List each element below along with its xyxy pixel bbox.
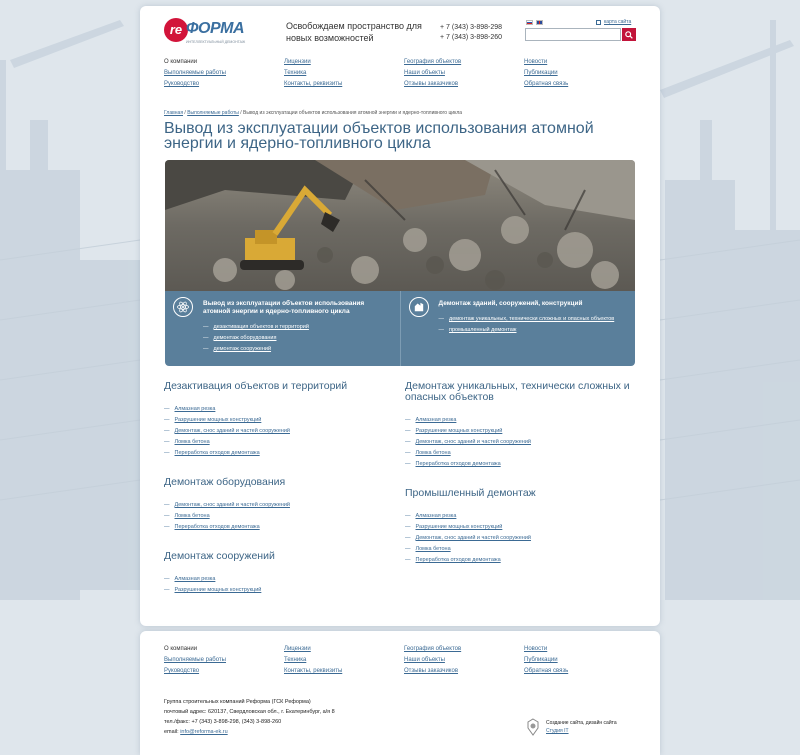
breadcrumb bbox=[164, 110, 462, 116]
search-input[interactable] bbox=[525, 28, 621, 41]
demolition-photo bbox=[165, 160, 635, 291]
list-item: — Разрушение мощных конструкций bbox=[405, 426, 645, 437]
list-item: — Ломка бетона bbox=[405, 544, 645, 555]
menu-item-publications[interactable]: Публикации bbox=[524, 70, 558, 76]
hero-link-item: — дезактивация объектов и территорий bbox=[203, 322, 392, 333]
menu-item-news[interactable]: Новости bbox=[524, 59, 548, 65]
section-decontamination bbox=[164, 381, 394, 459]
phone-1: + 7 (343) 3-898-298 bbox=[440, 24, 503, 31]
sitemap-link[interactable]: карта сайта bbox=[604, 19, 632, 25]
breadcrumb-separator: / bbox=[238, 110, 244, 116]
building-icon bbox=[409, 297, 429, 317]
list-item: — Алмазная резка bbox=[405, 415, 645, 426]
footer-menu-column-1 bbox=[164, 644, 284, 677]
hero-link-decontamination[interactable]: дезактивация объектов и территорий bbox=[213, 324, 309, 330]
service-link[interactable]: Демонтаж, снос зданий и частей сооружений bbox=[174, 502, 290, 508]
site-footer bbox=[140, 631, 660, 755]
footer-item-management[interactable]: Руководство bbox=[164, 668, 200, 674]
hero-links-nuclear bbox=[203, 322, 392, 355]
menu-item-licenses[interactable]: Лицензии bbox=[284, 59, 311, 65]
hero-link-item: — демонтаж оборудования bbox=[203, 333, 392, 344]
breadcrumb-works[interactable]: Выполняемые работы bbox=[187, 110, 239, 116]
hero-panel bbox=[165, 291, 635, 366]
menu-item-management[interactable]: Руководство bbox=[164, 81, 200, 87]
sections-right-column bbox=[405, 381, 645, 584]
list-item: — Алмазная резка bbox=[164, 404, 394, 415]
section-equipment bbox=[164, 477, 394, 533]
hero-link-item: — промышленный демонтаж bbox=[439, 325, 628, 336]
service-link[interactable]: Переработка отходов демонтажа bbox=[415, 557, 501, 563]
company-name: Группа строительных компаний Реформа (ГСК Реформа) bbox=[164, 699, 311, 705]
menu-item-works[interactable]: Выполняемые работы bbox=[164, 70, 226, 76]
logo-mark: re bbox=[164, 18, 188, 42]
menu-item-contacts[interactable]: Контакты, реквизиты bbox=[284, 81, 343, 87]
email-label: email: bbox=[164, 729, 181, 735]
menu-item-objects[interactable]: Наши объекты bbox=[404, 70, 445, 76]
list-item: — Демонтаж, снос зданий и частей сооружений bbox=[405, 437, 645, 448]
section-title: Демонтаж оборудования bbox=[164, 476, 286, 488]
hero-column-demolition bbox=[400, 291, 636, 366]
footer-item-equipment[interactable]: Техника bbox=[284, 657, 307, 663]
service-link[interactable]: Ломка бетона bbox=[174, 439, 210, 445]
service-link[interactable]: Переработка отходов демонтажа bbox=[174, 450, 260, 456]
menu-item-about[interactable]: О компании bbox=[164, 59, 198, 65]
sitemap-icon bbox=[596, 20, 601, 25]
section-title: Демонтаж сооружений bbox=[164, 550, 275, 562]
list-item: — Разрушение мощных конструкций bbox=[164, 415, 394, 426]
footer-menu-column-2 bbox=[284, 644, 404, 677]
hero-link-unique-objects[interactable]: демонтаж уникальных, технически сложных и опасных объектов bbox=[449, 316, 615, 322]
service-link[interactable]: Демонтаж, снос зданий и частей сооружений bbox=[174, 428, 290, 434]
section-unique-objects bbox=[405, 381, 645, 470]
list-item: — Демонтаж, снос зданий и частей сооружений bbox=[164, 500, 394, 511]
breadcrumb-separator: / bbox=[183, 110, 188, 116]
hero-link-equipment[interactable]: демонтаж оборудования bbox=[213, 335, 277, 341]
list-item: — Демонтаж, снос зданий и частей сооружений bbox=[164, 426, 394, 437]
content-page bbox=[140, 6, 660, 626]
list-item: — Ломка бетона bbox=[164, 437, 394, 448]
service-link[interactable]: Ломка бетона bbox=[174, 513, 210, 519]
search-button[interactable] bbox=[622, 28, 636, 41]
hero-title-nuclear: Вывод из эксплуатации объектов использования атомной энергии и ядерно-топливного цикла bbox=[203, 300, 365, 315]
menu-item-reviews[interactable]: Отзывы заказчиков bbox=[404, 81, 459, 87]
footer-item-geography[interactable]: География объектов bbox=[404, 646, 462, 652]
footer-item-objects[interactable]: Наши объекты bbox=[404, 657, 445, 663]
list-item: — Ломка бетона bbox=[164, 511, 394, 522]
developer-credit bbox=[526, 718, 617, 736]
section-industrial bbox=[405, 488, 645, 566]
menu-column-1 bbox=[164, 57, 284, 90]
service-link[interactable]: Алмазная резка bbox=[174, 576, 216, 582]
footer-item-works[interactable]: Выполняемые работы bbox=[164, 657, 226, 663]
service-link[interactable]: Разрушение мощных конструкций bbox=[174, 587, 262, 593]
list-item: — Разрушение мощных конструкций bbox=[405, 522, 645, 533]
footer-item-publications[interactable]: Публикации bbox=[524, 657, 558, 663]
hero-links-demolition bbox=[439, 314, 628, 336]
footer-item-reviews[interactable]: Отзывы заказчиков bbox=[404, 668, 459, 674]
section-structures bbox=[164, 551, 394, 596]
credit-text: Создание сайта, дизайн сайта bbox=[546, 720, 617, 726]
footer-item-licenses[interactable]: Лицензии bbox=[284, 646, 311, 652]
phone-2: + 7 (343) 3-898-260 bbox=[440, 34, 503, 41]
menu-item-feedback[interactable]: Обратная связь bbox=[524, 81, 569, 87]
atom-icon bbox=[173, 297, 193, 317]
sitemap-link-block[interactable] bbox=[596, 19, 631, 25]
service-link[interactable]: Алмазная резка bbox=[415, 417, 457, 423]
list-item: — Переработка отходов демонтажа bbox=[164, 448, 394, 459]
main-menu bbox=[164, 57, 644, 90]
english-flag-icon[interactable] bbox=[536, 20, 543, 25]
menu-column-4 bbox=[524, 57, 644, 90]
service-link[interactable]: Разрушение мощных конструкций bbox=[415, 428, 503, 434]
menu-item-equipment[interactable]: Техника bbox=[284, 70, 307, 76]
postal-address: почтовый адрес: 620137, Свердловская обл., г. Екатеринбург, а/я 8 bbox=[164, 709, 335, 715]
studio-logo-icon bbox=[526, 718, 540, 736]
language-switcher bbox=[526, 20, 543, 25]
menu-column-2 bbox=[284, 57, 404, 90]
list-item: — Переработка отходов демонтажа bbox=[405, 459, 645, 470]
list-item: — Ломка бетона bbox=[405, 448, 645, 459]
phone-fax: тел./факс: +7 (343) 3-898-298, (343) 3-898-260 bbox=[164, 719, 282, 725]
breadcrumb-current: Вывод из эксплуатации объектов использования атомной энергии и ядерно-топливного цикла bbox=[243, 110, 463, 116]
list-item: — Переработка отходов демонтажа bbox=[405, 555, 645, 566]
email-link[interactable]: info@reforma-ek.ru bbox=[180, 729, 228, 735]
sections-left-column bbox=[164, 381, 394, 614]
footer-item-feedback[interactable]: Обратная связь bbox=[524, 668, 569, 674]
list-item: — Алмазная резка bbox=[164, 574, 394, 585]
list-item: — Демонтаж, снос зданий и частей сооружений bbox=[405, 533, 645, 544]
list-item: — Алмазная резка bbox=[405, 511, 645, 522]
section-title: Промышленный демонтаж bbox=[405, 487, 536, 499]
list-item: — Разрушение мощных конструкций bbox=[164, 585, 394, 596]
section-title: Демонтаж уникальных, технически сложных и опасных объектов bbox=[405, 380, 630, 403]
footer-item-news[interactable]: Новости bbox=[524, 646, 548, 652]
search-form bbox=[525, 28, 636, 41]
list-item: — Переработка отходов демонтажа bbox=[164, 522, 394, 533]
service-link[interactable]: Переработка отходов демонтажа bbox=[174, 524, 260, 530]
logo-word: ФОРМА bbox=[186, 20, 244, 37]
footer-menu-column-3 bbox=[404, 644, 524, 677]
footer-item-about[interactable]: О компании bbox=[164, 646, 198, 652]
menu-item-geography[interactable]: География объектов bbox=[404, 59, 462, 65]
footer-item-contacts[interactable]: Контакты, реквизиты bbox=[284, 668, 343, 674]
phone-block bbox=[440, 23, 502, 43]
russian-flag-icon[interactable] bbox=[526, 20, 533, 25]
service-link[interactable]: Переработка отходов демонтажа bbox=[415, 461, 501, 467]
logo-tagline: ИНТЕЛЛЕКТУАЛЬНЫЙ ДЕМОНТАЖ bbox=[186, 40, 246, 44]
service-link[interactable]: Демонтаж, снос зданий и частей сооружений bbox=[415, 535, 531, 541]
studio-link[interactable]: Студия IT bbox=[546, 728, 569, 734]
service-link[interactable]: Ломка бетона bbox=[415, 450, 451, 456]
page-title: Вывод из эксплуатации объектов использования атомной энергии и ядерно-топливного цикла bbox=[164, 120, 594, 152]
company-info bbox=[164, 697, 335, 737]
service-link[interactable]: Алмазная резка bbox=[415, 513, 457, 519]
footer-menu bbox=[164, 644, 644, 677]
hero-link-item: — демонтаж уникальных, технически сложных и опасных объектов bbox=[439, 314, 628, 325]
section-title: Дезактивация объектов и территорий bbox=[164, 380, 348, 392]
hero-column-nuclear bbox=[165, 291, 400, 366]
service-link[interactable]: Ломка бетона bbox=[415, 546, 451, 552]
service-link[interactable]: Алмазная резка bbox=[174, 406, 216, 412]
service-link[interactable]: Демонтаж, снос зданий и частей сооружений bbox=[415, 439, 531, 445]
email-line bbox=[164, 727, 335, 737]
hero-link-item: — демонтаж сооружений bbox=[203, 344, 392, 355]
service-link[interactable]: Разрушение мощных конструкций bbox=[415, 524, 503, 530]
hero-link-structures[interactable]: демонтаж сооружений bbox=[213, 346, 272, 352]
hero-title-demolition: Демонтаж зданий, сооружений, конструкций bbox=[438, 300, 583, 307]
search-icon bbox=[625, 31, 633, 39]
breadcrumb-home[interactable]: Главная bbox=[164, 110, 184, 116]
site-logo[interactable] bbox=[164, 18, 244, 48]
hero-link-industrial[interactable]: промышленный демонтаж bbox=[449, 327, 517, 333]
service-link[interactable]: Разрушение мощных конструкций bbox=[174, 417, 262, 423]
site-slogan: Освобождаем пространство для новых возможностей bbox=[286, 21, 422, 43]
menu-column-3 bbox=[404, 57, 524, 90]
footer-menu-column-4 bbox=[524, 644, 644, 677]
hero-banner bbox=[165, 160, 635, 366]
